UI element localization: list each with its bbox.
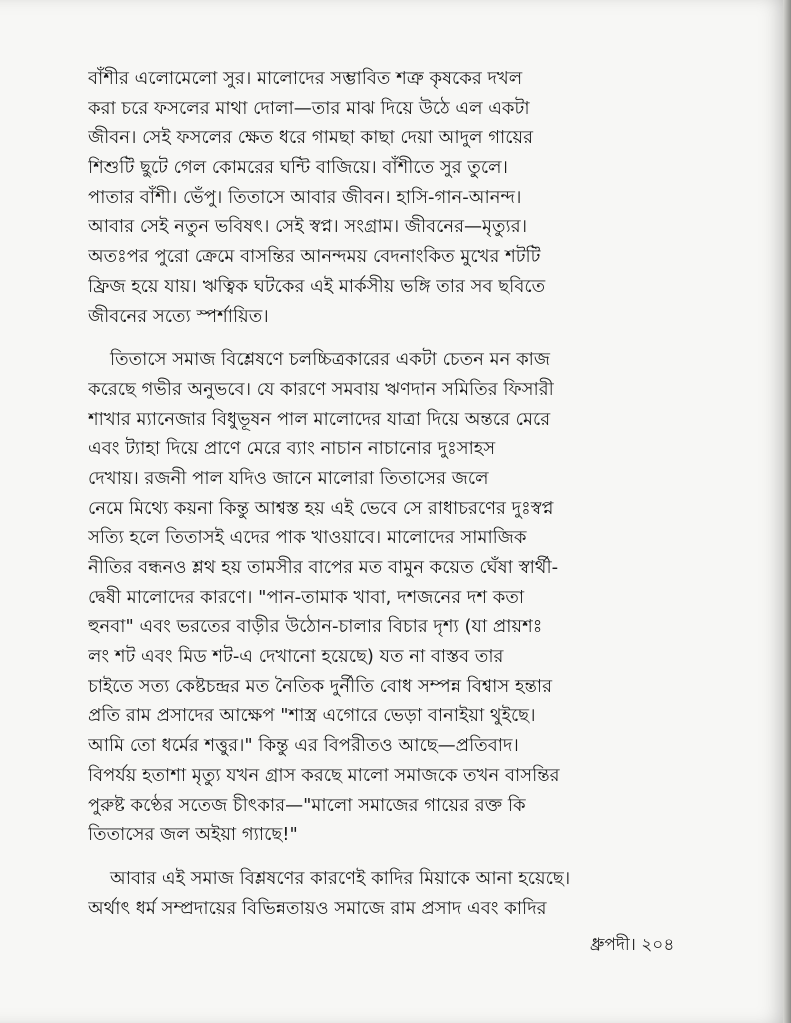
text-line: শিশুটি ছুটে গেল কোমরের ঘন্টি বাজিয়ে। বাঁশীতে সুর তুলে। <box>88 157 508 179</box>
text-line: অর্থাৎ ধর্ম সম্প্রদায়ের বিভিন্নতায়ও সমাজে রাম প্রসাদ এবং কাদির <box>88 897 547 919</box>
text-line: তিতাসে সমাজ বিশ্লেষণে চলচ্চিত্রকারের একটা চেতন মন কাজ <box>110 349 550 371</box>
text-line: জীবনের সত্যে স্পর্শায়িত। <box>88 305 269 327</box>
text-line: জীবন। সেই ফসলের ক্ষেত ধরে গামছা কাছা দেয়া আদুল গায়ের <box>88 127 533 149</box>
text-line: তিতাসের জল অইয়া গ্যাছে!" <box>88 824 298 846</box>
text-line: নীতির বন্ধনও শ্লথ হয় তামসীর বাপের মত বামুন কয়েত ঘেঁষা স্বার্থী- <box>88 557 559 578</box>
text-line: এবং ট্যাহা দিয়ে প্রাণে মেরে ব্যাং নাচান নাচানোর দুঃসাহস <box>88 438 496 460</box>
text-column <box>88 64 736 923</box>
text-line: হুনবা" এবং ভরতের বাড়ীর উঠোন-চালার বিচার দৃশ্য (যা প্রায়শঃ <box>88 616 543 638</box>
text-line: আমি তো ধর্মের শত্তুর।" কিন্তু এর বিপরীতও আছে—প্রতিবাদ। <box>88 735 519 757</box>
text-line: প্রতি রাম প্রসাদের আক্ষেপ "শাস্ত্র এগোরে ভেড়া বানাইয়া থুইছে। <box>88 705 536 727</box>
text-line: চাইতে সত্য কেষ্টচন্দ্রর মত নৈতিক দুর্নীতি বোধ সম্পন্ন বিশ্বাস হন্তার <box>88 675 552 697</box>
text-line: আবার সেই নতুন ভবিষৎ। সেই স্বপ্ন। সংগ্রাম। জীবনের—মৃত্যুর। <box>88 216 528 238</box>
paragraph-3 <box>88 864 736 923</box>
text-line: বাঁশীর এলোমেলো সুর। মালোদের সম্ভাবিত শত্রু কৃষকের দখল <box>88 68 523 89</box>
text-line: ফ্রিজ হয়ে যায়। ঋত্বিক ঘটকের এই মার্কসীয় ভঙ্গি তার সব ছবিতে <box>88 275 546 297</box>
text-line: পাতার বাঁশী। ভেঁপু। তিতাসে আবার জীবন। হাসি-গান-আনন্দ। <box>88 186 522 208</box>
text-line: বিপর্যয় হতাশা মৃত্যু যখন গ্রাস করছে মালো সমাজকে তখন বাসন্তির <box>88 764 560 786</box>
text-line: সত্যি হলে তিতাসই এদের পাক খাওয়াবে। মালোদের সামাজিক <box>88 527 527 549</box>
paragraph-2 <box>88 345 736 850</box>
text-line: দ্বেষী মালোদের কারণে। "পান-তামাক খাবা, দশজনের দশ কতা <box>88 586 525 608</box>
text-line: করেছে গভীর অনুভবে। যে কারণে সমবায় ঋণদান সমিতির ফিসারী <box>88 378 554 400</box>
text-line: দেখায়। রজনী পাল যদিও জানে মালোরা তিতাসের জলে <box>88 467 489 489</box>
paragraph-gap <box>88 331 736 345</box>
paragraph-1 <box>88 64 736 331</box>
text-line: আবার এই সমাজ বিশ্লষণের কারণেই কাদির মিয়াকে আনা হয়েছে। <box>110 867 571 889</box>
text-line: করা চরে ফসলের মাথা দোলা—তার মাঝ দিয়ে উঠে এল একটা <box>88 97 530 119</box>
text-line: অতঃপর পুরো ক্রেমে বাসন্তির আনন্দময় বেদনাংকিত মুখের শটটি <box>88 246 541 268</box>
text-line: লং শট এবং মিড শট-এ দেখানো হয়েছে) যত না বাস্তব তার <box>88 646 504 668</box>
text-line: নেমে মিথ্যে কয়না কিন্তু আশ্বস্ত হয় এই ভেবে সে রাধাচরণের দুঃস্বপ্ন <box>88 497 554 519</box>
page-footer: ধ্রুপদী। ২০৪ <box>590 935 675 955</box>
text-line: শাখার ম্যানেজার বিধুভূষন পাল মালোদের যাত্রা দিয়ে অন্তরে মেরে <box>88 408 551 430</box>
text-line: পুরুষ্ট কণ্ঠের সতেজ চীৎকার—"মালো সমাজের গায়ের রক্ত কি <box>88 794 526 816</box>
page-edge-shadow <box>783 0 791 1023</box>
paragraph-gap <box>88 850 736 864</box>
